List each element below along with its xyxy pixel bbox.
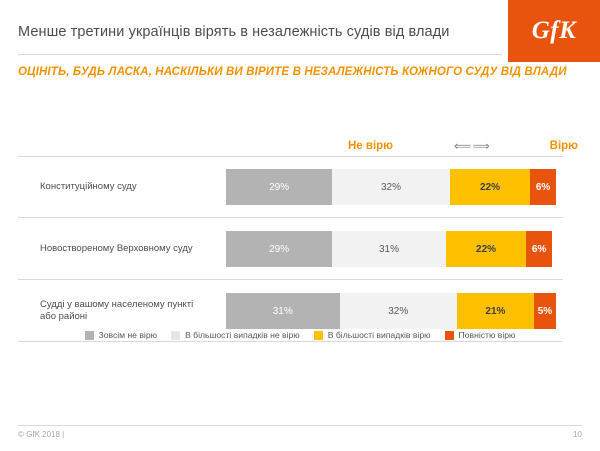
legend-label: Повністю вірю [458, 330, 516, 340]
bar-segment-mostly-distrust: 31% [332, 231, 446, 267]
legend-item-completely-distrust [85, 330, 158, 340]
bar-segment-mostly-distrust: 32% [332, 169, 449, 205]
row-divider [18, 341, 563, 342]
bar-track [226, 293, 556, 329]
bar-segment-mostly-trust: 22% [446, 231, 527, 267]
slide-header [0, 0, 600, 78]
legend-item-completely-trust [445, 330, 516, 340]
page-title: Менше третини українців вірять в незалежність судів від влади [18, 24, 450, 40]
bar-segment-mostly-trust: 22% [450, 169, 531, 205]
legend-swatch-icon [171, 331, 180, 340]
bar-segment-completely-distrust: 29% [226, 169, 332, 205]
legend-label: В більшості випадків не вірю [185, 330, 300, 340]
legend-swatch-icon [445, 331, 454, 340]
bar-segment-completely-distrust: 31% [226, 293, 340, 329]
legend-item-mostly-trust [314, 330, 431, 340]
chart-row [18, 224, 582, 274]
row-divider [18, 279, 563, 280]
chart-legend [18, 330, 582, 340]
category-label: Новоствореному Верховному суду [40, 242, 193, 254]
legend-swatch-icon [314, 331, 323, 340]
gfk-logo-text: GfK [531, 17, 577, 44]
legend-label: Зовсім не вірю [98, 330, 158, 340]
axis-direction-note [348, 137, 578, 155]
row-divider-top [18, 156, 563, 157]
legend-swatch-icon [85, 331, 94, 340]
page-subtitle: ОЦІНІТЬ, БУДЬ ЛАСКА, НАСКІЛЬКИ ВИ ВІРИТЕ В НЕЗАЛЕЖНІСТЬ КОЖНОГО СУДУ ВІД ВЛАДИ [18, 66, 567, 78]
category-label: Конституційному суду [40, 180, 137, 192]
bar-segment-mostly-distrust: 32% [340, 293, 457, 329]
stacked-bar-chart [18, 115, 582, 355]
bar-segment-completely-trust: 5% [534, 293, 556, 329]
footer-copyright: © GfK 2018 | [18, 430, 65, 439]
double-arrow-icon: ⟸ ⟹ [453, 139, 489, 153]
legend-label: В більшості випадків вірю [327, 330, 431, 340]
bar-track [226, 231, 556, 267]
bar-track [226, 169, 556, 205]
axis-note-left-label: Не вірю [348, 140, 394, 152]
gfk-logo [508, 0, 600, 62]
row-divider [18, 217, 563, 218]
chart-rows [18, 162, 582, 348]
bar-segment-completely-trust: 6% [530, 169, 556, 205]
bar-segment-completely-distrust: 29% [226, 231, 332, 267]
bar-segment-completely-trust: 6% [526, 231, 552, 267]
footer-divider [18, 425, 582, 426]
category-label: Судді у вашому населеному пункті або районі [40, 298, 194, 322]
legend-item-mostly-distrust [171, 330, 300, 340]
title-divider [18, 54, 502, 55]
chart-row [18, 286, 582, 336]
axis-note-right-label: Вірю [549, 140, 578, 152]
chart-row [18, 162, 582, 212]
bar-segment-mostly-trust: 21% [457, 293, 534, 329]
footer-page-number: 10 [573, 430, 582, 439]
